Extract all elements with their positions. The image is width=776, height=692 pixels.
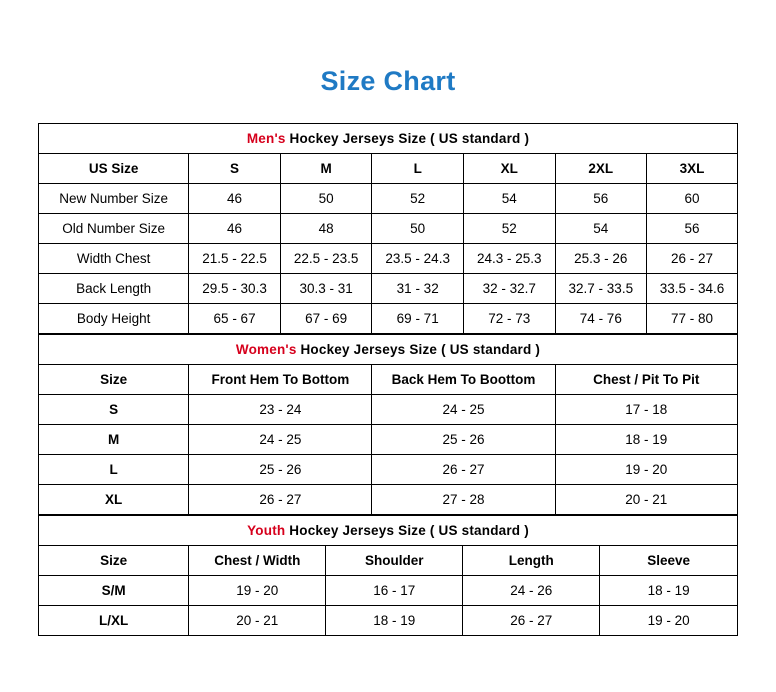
mens-heading-accent: Men's: [246, 131, 286, 146]
table-cell: 54: [463, 184, 555, 214]
table-cell: 24 - 25: [189, 425, 372, 455]
column-header: M: [280, 154, 372, 184]
table-row: [39, 184, 738, 214]
column-header: S: [189, 154, 281, 184]
table-header-row: [39, 546, 738, 576]
table-cell: 30.3 - 31: [280, 274, 372, 304]
column-header: US Size: [39, 154, 189, 184]
table-row: [39, 606, 738, 636]
table-cell: 22.5 - 23.5: [280, 244, 372, 274]
womens-heading-accent: Women's: [235, 342, 297, 357]
table-cell: 67 - 69: [280, 304, 372, 334]
row-label: S: [39, 395, 189, 425]
row-label: M: [39, 425, 189, 455]
mens-section-heading: [39, 124, 738, 154]
column-header: Size: [39, 546, 189, 576]
row-label: L: [39, 455, 189, 485]
womens-section-heading: [39, 335, 738, 365]
table-cell: 69 - 71: [372, 304, 464, 334]
column-header: XL: [463, 154, 555, 184]
table-cell: 20 - 21: [189, 606, 326, 636]
table-cell: 52: [463, 214, 555, 244]
section-header-row: [39, 124, 738, 154]
table-cell: 29.5 - 30.3: [189, 274, 281, 304]
table-cell: 31 - 32: [372, 274, 464, 304]
table-cell: 50: [280, 184, 372, 214]
table-cell: 27 - 28: [372, 485, 555, 515]
table-cell: 56: [647, 214, 738, 244]
table-cell: 25.3 - 26: [555, 244, 647, 274]
table-row: [39, 304, 738, 334]
page-title: Size Chart: [320, 66, 456, 96]
column-header: Back Hem To Boottom: [372, 365, 555, 395]
row-label: Width Chest: [39, 244, 189, 274]
column-header: Chest / Width: [189, 546, 326, 576]
row-label: XL: [39, 485, 189, 515]
row-label: Old Number Size: [39, 214, 189, 244]
table-cell: 54: [555, 214, 647, 244]
size-chart-container: [38, 123, 738, 636]
table-cell: 65 - 67: [189, 304, 281, 334]
row-label: L/XL: [39, 606, 189, 636]
table-cell: 48: [280, 214, 372, 244]
row-label: S/M: [39, 576, 189, 606]
youth-section-heading: [39, 516, 738, 546]
column-header: Size: [39, 365, 189, 395]
row-label: Back Length: [39, 274, 189, 304]
table-cell: 60: [647, 184, 738, 214]
table-cell: 72 - 73: [463, 304, 555, 334]
table-cell: 46: [189, 184, 281, 214]
table-cell: 20 - 21: [555, 485, 737, 515]
youth-heading-accent: Youth: [247, 523, 286, 538]
table-cell: 23.5 - 24.3: [372, 244, 464, 274]
table-cell: 26 - 27: [189, 485, 372, 515]
womens-size-table: [38, 334, 738, 515]
table-cell: 18 - 19: [555, 425, 737, 455]
table-cell: 19 - 20: [555, 455, 737, 485]
table-cell: 19 - 20: [189, 576, 326, 606]
table-cell: 56: [555, 184, 647, 214]
table-cell: 26 - 27: [463, 606, 600, 636]
mens-heading-rest: Hockey Jerseys Size ( US standard ): [285, 131, 530, 146]
table-cell: 77 - 80: [647, 304, 738, 334]
table-row: [39, 244, 738, 274]
column-header: 2XL: [555, 154, 647, 184]
table-cell: 46: [189, 214, 281, 244]
table-cell: 24 - 25: [372, 395, 555, 425]
table-cell: 18 - 19: [600, 576, 738, 606]
table-cell: 21.5 - 22.5: [189, 244, 281, 274]
column-header: Chest / Pit To Pit: [555, 365, 737, 395]
table-row: [39, 576, 738, 606]
row-label: New Number Size: [39, 184, 189, 214]
table-cell: 74 - 76: [555, 304, 647, 334]
table-header-row: [39, 365, 738, 395]
column-header: 3XL: [647, 154, 738, 184]
mens-size-table: [38, 123, 738, 334]
table-cell: 23 - 24: [189, 395, 372, 425]
table-row: [39, 485, 738, 515]
table-cell: 17 - 18: [555, 395, 737, 425]
row-label: Body Height: [39, 304, 189, 334]
column-header: Length: [463, 546, 600, 576]
table-row: [39, 425, 738, 455]
table-cell: 19 - 20: [600, 606, 738, 636]
table-cell: 26 - 27: [647, 244, 738, 274]
youth-heading-rest: Hockey Jerseys Size ( US standard ): [285, 523, 529, 538]
column-header: L: [372, 154, 464, 184]
section-header-row: [39, 516, 738, 546]
table-cell: 52: [372, 184, 464, 214]
table-cell: 25 - 26: [189, 455, 372, 485]
column-header: Shoulder: [326, 546, 463, 576]
column-header: Front Hem To Bottom: [189, 365, 372, 395]
section-header-row: [39, 335, 738, 365]
table-cell: 25 - 26: [372, 425, 555, 455]
table-cell: 16 - 17: [326, 576, 463, 606]
table-header-row: [39, 154, 738, 184]
table-row: [39, 455, 738, 485]
table-cell: 24.3 - 25.3: [463, 244, 555, 274]
table-cell: 26 - 27: [372, 455, 555, 485]
table-row: [39, 274, 738, 304]
table-cell: 18 - 19: [326, 606, 463, 636]
table-cell: 32 - 32.7: [463, 274, 555, 304]
table-cell: 50: [372, 214, 464, 244]
youth-size-table: [38, 515, 738, 636]
table-row: [39, 214, 738, 244]
table-cell: 32.7 - 33.5: [555, 274, 647, 304]
table-row: [39, 395, 738, 425]
column-header: Sleeve: [600, 546, 738, 576]
table-cell: 33.5 - 34.6: [647, 274, 738, 304]
table-cell: 24 - 26: [463, 576, 600, 606]
womens-heading-rest: Hockey Jerseys Size ( US standard ): [296, 342, 541, 357]
